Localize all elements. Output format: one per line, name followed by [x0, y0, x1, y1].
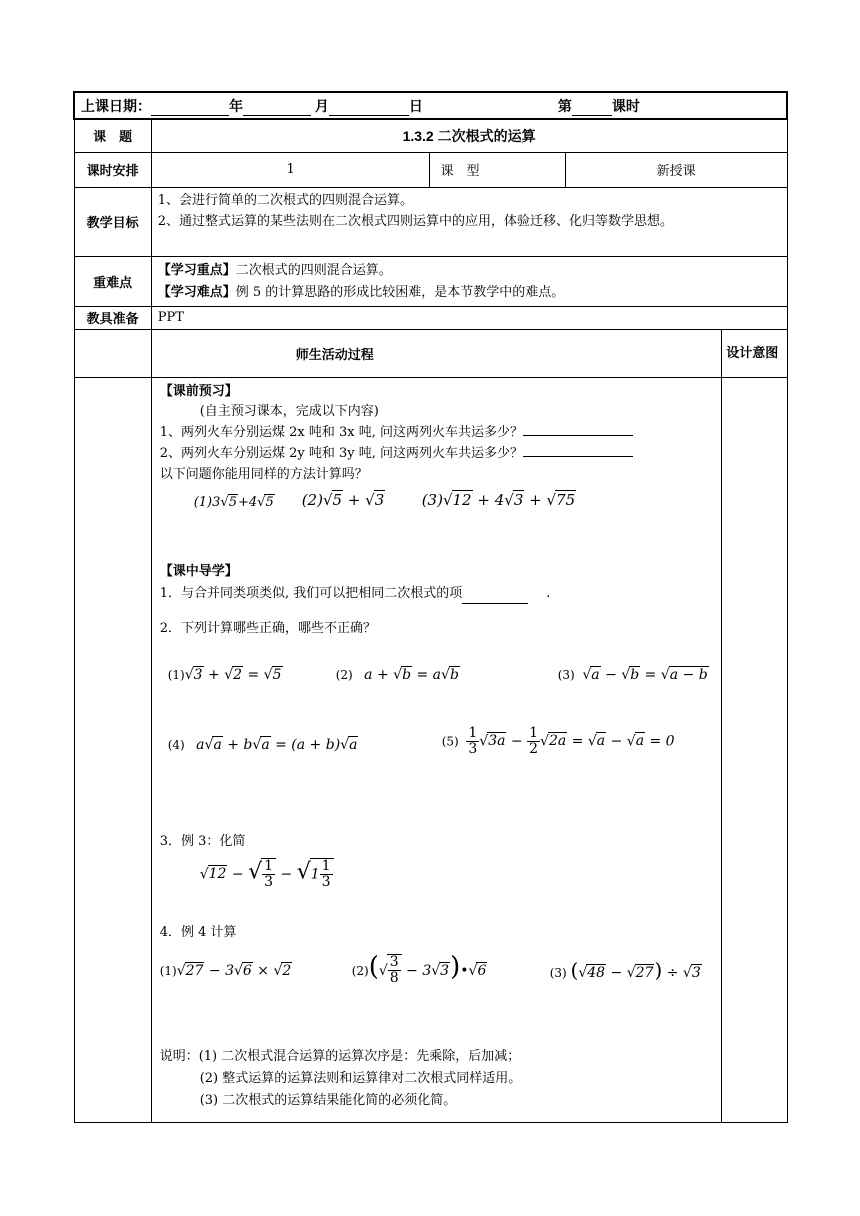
preview-q2	[160, 443, 714, 464]
lesson-plan-table	[73, 91, 788, 1123]
note-2: (2) 整式运算的运算法则和运算律对二次根式同样适用。	[199, 1070, 522, 1086]
empty-left-cell	[74, 377, 151, 1122]
preview-q1	[160, 422, 714, 443]
design-label: 设计意图	[722, 329, 787, 377]
tools-label: 教具准备	[74, 306, 151, 329]
answer-blank	[523, 443, 633, 457]
topic-value: 1.3.2 二次根式的运算	[151, 119, 787, 152]
preview-q1-text: 1、两列火车分别运煤 2x 吨和 3x 吨, 问这两列火车共运多少？	[159, 424, 523, 440]
lesson-blank	[572, 100, 612, 116]
goal-label: 教学目标	[74, 187, 151, 256]
type-label: 课 型	[430, 152, 565, 187]
formula-example3: √12 − √ $\frac{1}{3}$ − √1 $\frac{1}{3}$	[200, 858, 334, 890]
formula-preview-1: (1)3√5+4√5	[193, 494, 274, 510]
focus-text: 二次根式的四则混合运算。	[235, 263, 392, 278]
preview-q2-text: 2、两列火车分别运煤 2y 吨和 3y 吨, 问这两列火车共运多少？	[159, 445, 523, 461]
type-value: 新授课	[565, 152, 787, 187]
date-label: 上课日期：	[81, 97, 151, 114]
formula-example4-2: (2)(√ $\frac{3}{8}$ − 3√3)•√6	[351, 951, 487, 986]
formula-judge-4: (4) a√a + b√a = (a + b)√a	[167, 736, 358, 753]
key-label: 重难点	[74, 256, 151, 306]
preview-title: 【课前预习】	[159, 382, 238, 398]
month-blank	[243, 100, 311, 116]
formula-judge-2: (2) a + √b = a√b	[335, 666, 459, 683]
guide-q1-end: .	[546, 585, 551, 601]
goal-item: 1、会进行简单的二次根式的四则混合运算。	[157, 192, 413, 208]
lesson-suffix: 课时	[611, 97, 640, 114]
example4-title: 4．例 4 计算	[159, 924, 237, 940]
note-1: 说明：(1) 二次根式混合运算的运算次序是：先乘除，后加减；	[159, 1048, 521, 1064]
year-label: 年	[229, 97, 243, 114]
preview-q3: 以下问题你能用同样的方法计算吗？	[159, 466, 368, 482]
schedule-value: 1	[151, 152, 430, 187]
formula-preview-2: (2)√5 + √3	[301, 490, 385, 509]
guide-q1	[160, 583, 551, 604]
formula-example4-3: (3) (√48 − √27) ÷ √3	[549, 957, 701, 982]
guide-title: 【课中导学】	[159, 562, 238, 578]
day-label: 日	[408, 97, 423, 114]
process-label: 师生活动过程	[151, 329, 722, 377]
note-3: (3) 二次根式的运算结果能化简的必须化简。	[199, 1092, 457, 1108]
tools-value: PPT	[151, 306, 787, 329]
formula-judge-3: (3) √a − √b = √a − b	[557, 666, 708, 683]
formula-preview-3: (3)√12 + 4√3 + √75	[421, 490, 576, 509]
answer-blank	[523, 422, 633, 436]
formula-judge-1: (1)√3 + √2 = √5	[167, 666, 282, 683]
day-blank	[329, 100, 409, 116]
goal-item: 2、通过整式运算的某些法则在二次根式四则运算中的应用，体验迁移、化归等数学思想。	[157, 213, 673, 229]
process-content	[151, 377, 722, 1122]
goal-cell	[151, 187, 787, 256]
preview-intro: (自主预习课本，完成以下内容)	[199, 403, 379, 419]
year-blank	[151, 100, 229, 116]
formula-judge-5: (5) $\frac{1}{3}$ √3a − $\frac{1}{2}$ √2a = √a − √a = 0	[441, 724, 675, 757]
example3-title: 3．例 3：化简	[159, 833, 246, 849]
formula-example4-1: (1)√27 − 3√6 × √2	[159, 962, 292, 979]
topic-label: 课 题	[74, 119, 151, 152]
guide-q1-text: 1．与合并同类项类似, 我们可以把相同二次根式的项	[159, 585, 463, 601]
design-intent-cell	[722, 377, 787, 1122]
empty-cell	[74, 329, 151, 377]
schedule-label: 课时安排	[74, 152, 151, 187]
date-header	[74, 92, 787, 119]
month-label: 月	[314, 97, 329, 114]
lesson-prefix: 第	[557, 97, 572, 114]
key-cell	[151, 256, 787, 306]
difficulty-text: 例 5 的计算思路的形成比较困难，是本节教学中的难点。	[235, 285, 565, 300]
focus-tag: 【学习重点】	[157, 262, 236, 277]
difficulty-tag: 【学习难点】	[157, 284, 236, 299]
guide-q2: 2．下列计算哪些正确，哪些不正确？	[159, 620, 376, 636]
answer-blank	[462, 590, 528, 604]
